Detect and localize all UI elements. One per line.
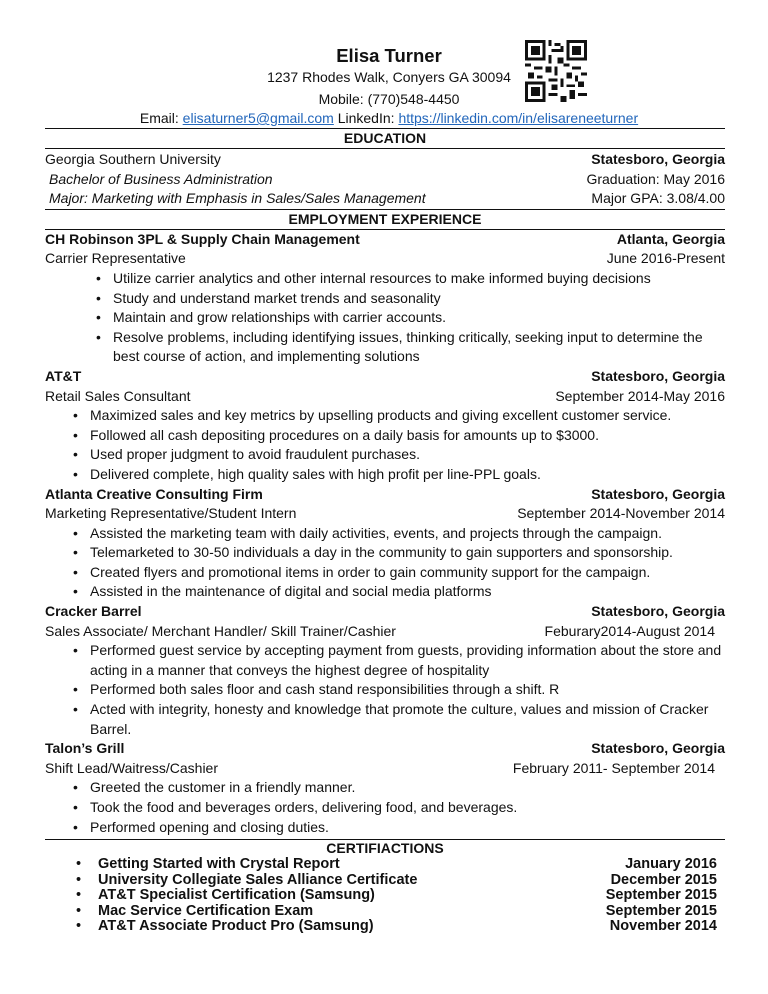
bullet-item: • Assisted the marketing team with daily activities, events, and projects through the campaign. <box>90 524 725 544</box>
job-bullets <box>45 269 725 367</box>
section-heading-employment: EMPLOYMENT EXPERIENCE <box>45 209 725 230</box>
company: Atlanta Creative Consulting Firm <box>45 485 263 502</box>
bullet-item: • Telemarketed to 30-50 individuals a day in the community to gain supporters and sponsorship. <box>90 543 725 563</box>
job-location: Statesboro, Georgia <box>591 740 725 757</box>
job-header <box>45 739 725 759</box>
job-header <box>45 602 725 622</box>
linkedin-label: LinkedIn: <box>333 110 399 126</box>
job-location: Statesboro, Georgia <box>591 485 725 502</box>
company: CH Robinson 3PL & Supply Chain Management <box>45 230 360 247</box>
certification-item <box>45 873 725 889</box>
certification-item <box>45 888 725 904</box>
certification-date: January 2016 <box>625 856 717 873</box>
job-list <box>45 230 725 837</box>
bullet-item: • Used proper judgment to avoid fraudulent purchases. <box>90 445 725 465</box>
company: Cracker Barrel <box>45 603 142 620</box>
job-header <box>45 485 725 505</box>
bullet-item: • Performed guest service by accepting payment from guests, providing information about the store and acting in a manner that conveys the highest degree of hospitality <box>90 641 725 680</box>
bullet-item: • Performed both sales floor and cash stand responsibilities through a shift. R <box>90 680 725 700</box>
bullet-item: • Followed all cash depositing procedures on a daily basis for amounts up to $3000. <box>90 426 725 446</box>
job-dates: Feburary2014-August 2014 <box>544 622 715 639</box>
job-title: Retail Sales Consultant <box>45 387 191 404</box>
gpa: Major GPA: 3.08/4.00 <box>591 190 725 207</box>
section-heading-education: EDUCATION <box>45 128 725 149</box>
bullet-item: • Took the food and beverages orders, delivering food, and beverages. <box>90 798 725 818</box>
job-title: Carrier Representative <box>45 250 186 267</box>
job-location: Atlanta, Georgia <box>616 230 725 247</box>
job-subheader <box>45 249 725 269</box>
bullet-item: • Greeted the customer in a friendly manner. <box>90 778 725 798</box>
email-link[interactable]: elisaturner5@gmail.com <box>182 110 334 126</box>
company: AT&T <box>45 367 82 384</box>
certification-date: September 2015 <box>605 887 717 904</box>
job-subheader <box>45 387 725 407</box>
job-dates: February 2011- September 2014 <box>512 759 715 776</box>
certification-item <box>45 857 725 873</box>
certification-name: • Getting Started with Crystal Report <box>98 857 340 873</box>
job-bullets <box>45 524 725 602</box>
job-entry <box>45 367 725 485</box>
job-bullets <box>45 641 725 739</box>
bullet-item: • Utilize carrier analytics and other internal resources to make informed buying decisions <box>113 269 725 289</box>
candidate-name: Elisa Turner <box>336 45 442 66</box>
certification-date: December 2015 <box>610 871 717 888</box>
certification-date: November 2014 <box>609 918 717 935</box>
job-entry <box>45 485 725 603</box>
bullet-item: • Assisted in the maintenance of digital and social media platforms <box>90 582 725 602</box>
job-subheader <box>45 504 725 524</box>
bullet-item: • Delivered complete, high quality sales with high profit per line-PPL goals. <box>90 465 725 485</box>
job-title: Shift Lead/Waitress/Cashier <box>45 759 218 776</box>
job-bullets <box>45 406 725 484</box>
certification-name: • University Collegiate Sales Alliance Certificate <box>98 873 417 889</box>
certification-date: September 2015 <box>605 902 717 919</box>
bullet-item: • Created flyers and promotional items in order to gain community support for the campaign. <box>90 563 725 583</box>
job-bullets <box>45 778 725 837</box>
degree: Bachelor of Business Administration <box>49 170 273 187</box>
address: 1237 Rhodes Walk, Conyers GA 30094 <box>267 69 511 85</box>
bullet-item: • Resolve problems, including identifying issues, thinking critically, seeking input to determine the best course of action, and implementing solutions <box>113 328 725 367</box>
certification-name: • AT&T Specialist Certification (Samsung) <box>98 888 375 904</box>
job-header <box>45 230 725 250</box>
bullet-item: • Study and understand market trends and seasonality <box>113 289 725 309</box>
job-subheader <box>45 622 725 642</box>
email-label: Email: <box>139 110 183 126</box>
certification-item <box>45 919 725 935</box>
certification-name: • Mac Service Certification Exam <box>98 904 313 920</box>
job-entry <box>45 230 725 367</box>
bullet-item: • Maximized sales and key metrics by upselling products and giving excellent customer service. <box>90 406 725 426</box>
job-title: Sales Associate/ Merchant Handler/ Skill Trainer/Cashier <box>45 622 396 639</box>
company: Talon’s Grill <box>45 740 125 757</box>
mobile: Mobile: (770)548-4450 <box>318 91 460 107</box>
section-heading-certifications: CERTIFIACTIONS <box>45 839 725 857</box>
job-entry <box>45 602 725 739</box>
bullet-item: • Maintain and grow relationships with carrier accounts. <box>113 308 725 328</box>
job-header <box>45 367 725 387</box>
job-subheader <box>45 759 725 779</box>
certification-name: • AT&T Associate Product Pro (Samsung) <box>98 919 374 935</box>
school-location: Statesboro, Georgia <box>591 151 725 167</box>
certification-list <box>45 857 725 935</box>
job-location: Statesboro, Georgia <box>591 367 725 384</box>
job-entry <box>45 739 725 837</box>
school: Georgia Southern University <box>45 151 221 167</box>
job-title: Marketing Representative/Student Intern <box>45 505 297 522</box>
resume-body <box>45 128 725 935</box>
certification-item <box>45 904 725 920</box>
bullet-item: • Acted with integrity, honesty and knowledge that promote the culture, values and mission of Cracker Barrel. <box>90 700 725 739</box>
job-location: Statesboro, Georgia <box>591 603 725 620</box>
job-dates: September 2014-November 2014 <box>517 505 725 522</box>
bullet-item: • Performed opening and closing duties. <box>90 818 725 838</box>
linkedin-link[interactable]: https://linkedin.com/in/elisareneeturner <box>398 110 639 126</box>
graduation: Graduation: May 2016 <box>586 170 725 187</box>
job-dates: June 2016-Present <box>606 250 725 267</box>
contact-line <box>0 109 768 129</box>
major: Major: Marketing with Emphasis in Sales/Sales Management <box>49 190 426 207</box>
job-dates: September 2014-May 2016 <box>555 387 725 404</box>
